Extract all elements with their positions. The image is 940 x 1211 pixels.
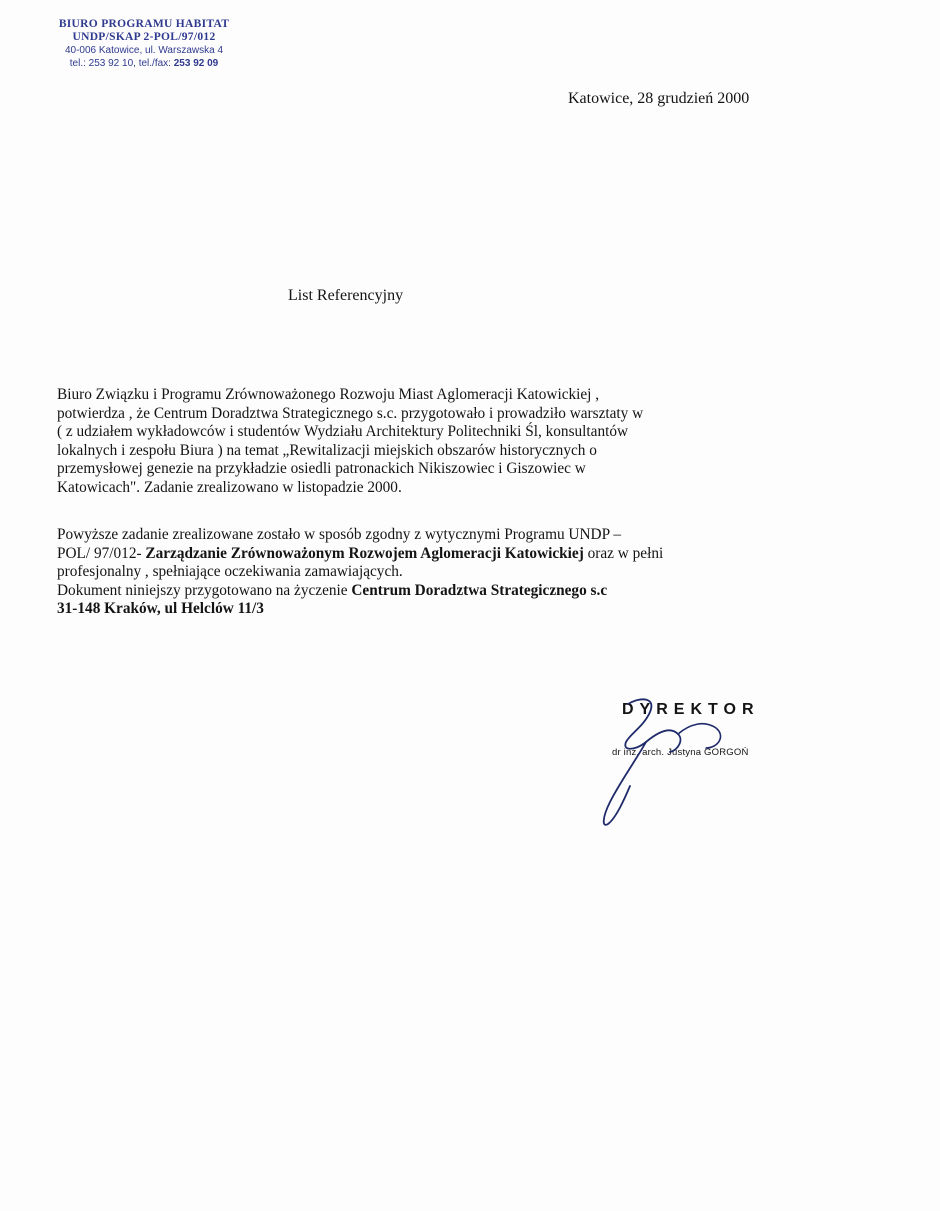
client-address-text: 31-148 Kraków, ul Helclów 11/3 <box>57 600 264 617</box>
paragraph-1-line: lokalnych i zespołu Biura ) na temat „Rewitalizacji miejskich obszarów historycznych o <box>57 441 597 459</box>
director-name: dr inż. arch. Justyna GORGOŃ <box>612 747 749 758</box>
paragraph-1-line: potwierdza , że Centrum Doradztwa Strategicznego s.c. przygotowało i prowadziło warsztaty w <box>57 404 644 422</box>
stamp-line-3: 40-006 Katowice, ul. Warszawska 4 <box>64 45 224 56</box>
paragraph-1-line: przemysłowej genezie na przykładzie osiedli patronackich Nikiszowiec i Giszowiec w <box>57 460 586 477</box>
program-code: POL/ 97/012- <box>57 544 146 562</box>
letter-title: List Referencyjny <box>288 287 404 304</box>
stamp-line-4 <box>28 57 260 70</box>
paragraph-2-line: Powyższe zadanie zrealizowane zostało w sposób zgodny z wytycznymi Programu UNDP – <box>57 526 621 543</box>
paragraph-2-line <box>57 582 797 601</box>
stamp-phone: tel.: 253 92 10, tel./fax: <box>69 58 174 69</box>
client-address <box>57 600 797 619</box>
director-title: DYREKTOR <box>622 701 760 718</box>
paragraph-1-line: ( z udziałem wykładowców i studentów Wydziału Architektury Politechniki Śl, konsultantów <box>57 423 629 440</box>
paragraph-1-line: Katowicach". Zadanie zrealizowano w listopadzie 2000. <box>57 478 402 496</box>
letter-date: Katowice, 28 grudzień 2000 <box>568 90 750 107</box>
stamp-line-1: BIURO PROGRAMU HABITAT <box>58 18 230 30</box>
paragraph-2-text: oraz w pełni <box>583 544 664 562</box>
paragraph-1-line: Biuro Związku i Programu Zrównoważonego Rozwoju Miast Aglomeracji Katowickiej , <box>57 386 600 403</box>
paragraph-2 <box>57 526 797 619</box>
paragraph-2-line <box>57 545 797 564</box>
paragraph-1 <box>57 386 797 497</box>
stamp-fax: 253 92 09 <box>173 58 219 69</box>
client-name: Centrum Doradztwa Strategicznego s.c <box>351 581 608 599</box>
paragraph-2-line: profesjonalny , spełniające oczekiwania zamawiających. <box>57 563 403 580</box>
handwritten-signature <box>586 690 756 840</box>
stamp-line-2: UNDP/SKAP 2-POL/97/012 <box>72 31 216 43</box>
paragraph-2-text: Dokument niniejszy przygotowano na życzenie <box>57 581 352 599</box>
organization-stamp <box>28 18 260 70</box>
program-name: Zarządzanie Zrównoważonym Rozwojem Aglomeracji Katowickiej <box>145 544 584 562</box>
